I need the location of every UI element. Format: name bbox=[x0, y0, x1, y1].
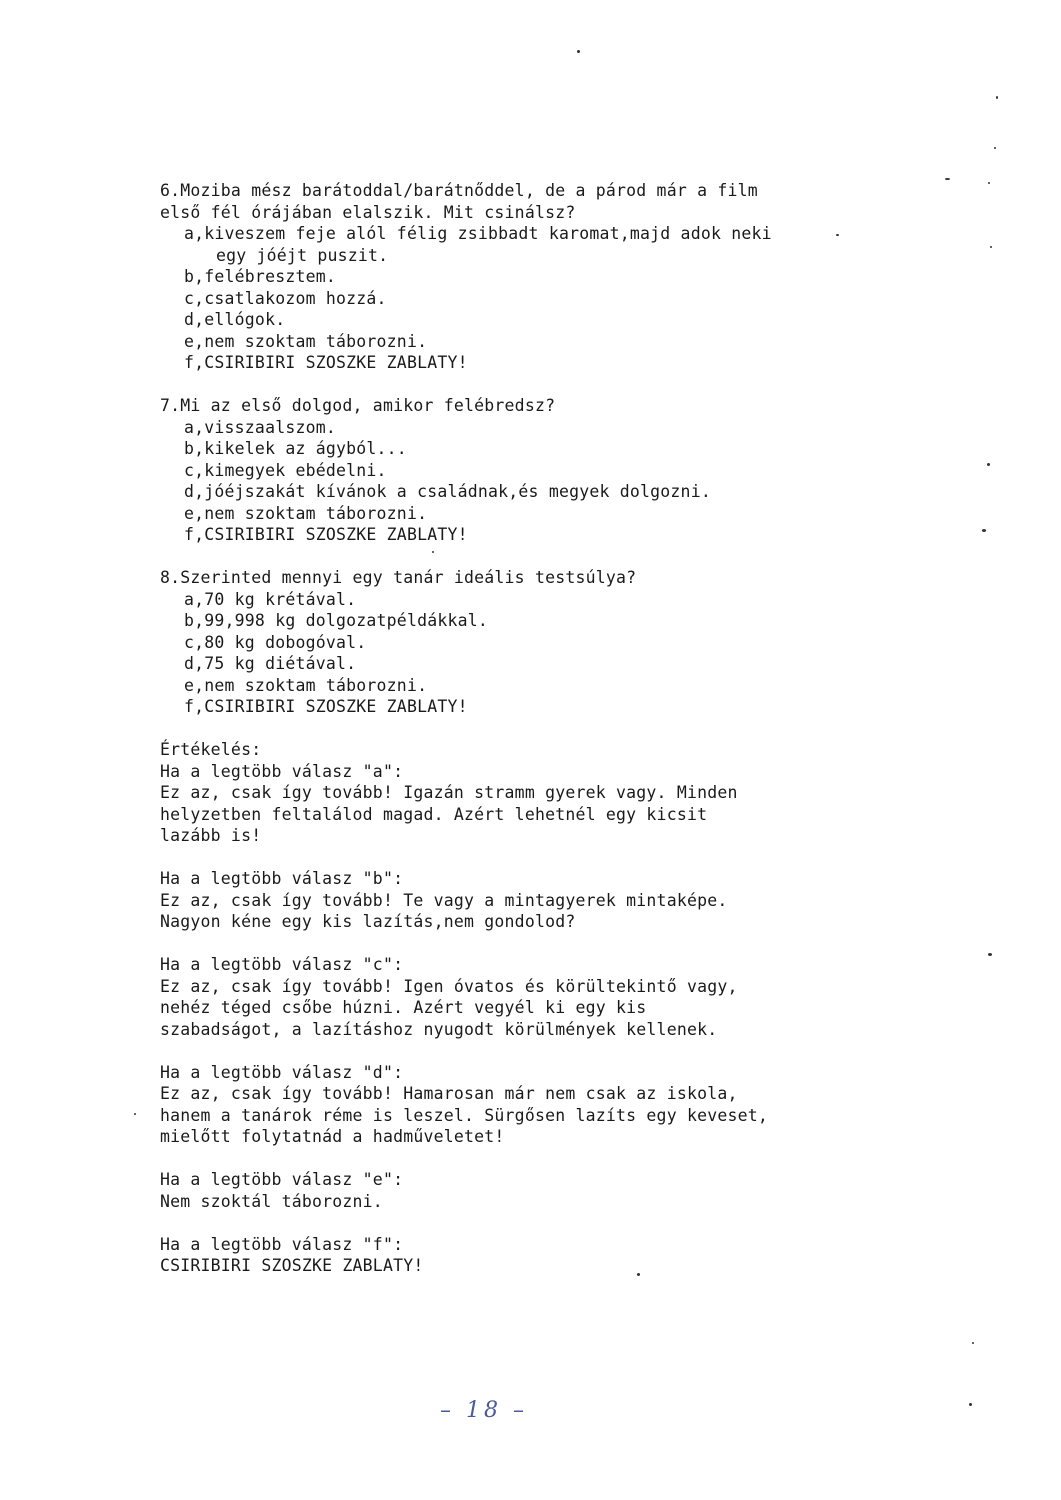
evaluation-text: Ez az, csak így tovább! Hamarosan már nem csak az iskola, bbox=[160, 1084, 738, 1103]
answer-option: c,csatlakozom hozzá. bbox=[184, 288, 387, 308]
evaluation-title: Értékelés: bbox=[160, 740, 262, 759]
question-8 bbox=[160, 567, 840, 718]
answer-option: egy jóéjt puszit. bbox=[216, 245, 389, 265]
evaluation-text: lazább is! bbox=[160, 826, 262, 845]
answer-option: c,kimegyek ebédelni. bbox=[184, 460, 387, 480]
question-text: 8.Szerinted mennyi egy tanár ideális testsúlya? bbox=[160, 568, 637, 587]
answer-option: f,CSIRIBIRI SZOSZKE ZABLATY! bbox=[184, 353, 468, 372]
scan-speck bbox=[945, 178, 950, 180]
scan-speck bbox=[990, 246, 992, 248]
evaluation-text: CSIRIBIRI SZOSZKE ZABLATY! bbox=[160, 1256, 424, 1275]
scan-speck bbox=[994, 147, 996, 149]
evaluation-heading: Ha a legtöbb válasz "a": bbox=[160, 761, 404, 781]
question-6 bbox=[160, 180, 840, 374]
evaluation-text: Ez az, csak így tovább! Igen óvatos és körültekintő vagy, bbox=[160, 976, 738, 996]
answer-option: e,nem szoktam táborozni. bbox=[184, 331, 428, 351]
scan-speck bbox=[134, 1113, 136, 1115]
answer-option: d,75 kg diétával. bbox=[184, 654, 357, 673]
evaluation-heading: Ha a legtöbb válasz "d": bbox=[160, 1062, 404, 1082]
scan-speck bbox=[996, 96, 998, 99]
evaluation-text: helyzetben feltalálod magad. Azért lehetnél egy kicsit bbox=[160, 804, 708, 824]
answer-option: a,visszaalszom. bbox=[184, 417, 337, 437]
answer-option: b,kikelek az ágyból... bbox=[184, 439, 407, 458]
evaluation-text: nehéz téged csőbe húzni. Azért vegyél ki egy kis bbox=[160, 998, 647, 1017]
scan-speck bbox=[577, 50, 580, 53]
answer-option: d,jóéjszakát kívánok a családnak,és megyek dolgozni. bbox=[184, 482, 711, 501]
answer-option: f,CSIRIBIRI SZOSZKE ZABLATY! bbox=[184, 525, 468, 544]
evaluation-section bbox=[160, 739, 840, 1277]
evaluation-text: Ez az, csak így tovább! Igazán stramm gyerek vagy. Minden bbox=[160, 783, 738, 802]
scan-speck bbox=[982, 529, 986, 532]
answer-option: d,ellógok. bbox=[184, 310, 286, 329]
evaluation-heading: Ha a legtöbb válasz "c": bbox=[160, 955, 404, 974]
questionnaire-text bbox=[160, 180, 840, 1277]
evaluation-text: Nagyon kéne egy kis lazítás,nem gondolod? bbox=[160, 912, 576, 931]
answer-option: b,felébresztem. bbox=[184, 267, 337, 286]
evaluation-text: mielőtt folytatnád a hadműveletet! bbox=[160, 1127, 505, 1146]
scan-speck bbox=[969, 1403, 972, 1406]
scan-speck bbox=[987, 463, 990, 466]
answer-option: b,99,998 kg dolgozatpéldákkal. bbox=[184, 611, 489, 630]
evaluation-text: Nem szoktál táborozni. bbox=[160, 1191, 383, 1211]
evaluation-text: szabadságot, a lazításhoz nyugodt körülmények kellenek. bbox=[160, 1019, 718, 1039]
evaluation-heading: Ha a legtöbb válasz "e": bbox=[160, 1170, 404, 1189]
evaluation-text: hanem a tanárok réme is leszel. Sürgősen lazíts egy keveset, bbox=[160, 1105, 769, 1125]
scan-speck bbox=[637, 1273, 640, 1276]
scan-speck bbox=[432, 551, 434, 553]
scan-speck bbox=[988, 182, 990, 184]
scan-speck bbox=[988, 953, 992, 956]
answer-option: e,nem szoktam táborozni. bbox=[184, 503, 428, 523]
answer-option: c,80 kg dobogóval. bbox=[184, 632, 367, 652]
answer-option: f,CSIRIBIRI SZOSZKE ZABLATY! bbox=[184, 697, 468, 716]
scan-speck bbox=[972, 1342, 974, 1344]
question-text: első fél órájában elalszik. Mit csinálsz? bbox=[160, 202, 576, 222]
evaluation-text: Ez az, csak így tovább! Te vagy a mintagyerek mintaképe. bbox=[160, 890, 728, 910]
question-7 bbox=[160, 395, 840, 546]
evaluation-heading: Ha a legtöbb válasz "b": bbox=[160, 869, 404, 888]
answer-option: a,kiveszem feje alól félig zsibbadt karomat,majd adok neki bbox=[184, 224, 772, 243]
answer-option: a,70 kg krétával. bbox=[184, 589, 357, 609]
evaluation-heading: Ha a legtöbb válasz "f": bbox=[160, 1234, 404, 1254]
page-number: – 18 – bbox=[440, 1398, 528, 1423]
scan-speck bbox=[836, 234, 839, 236]
answer-option: e,nem szoktam táborozni. bbox=[184, 675, 428, 695]
question-text: 6.Moziba mész barátoddal/barátnőddel, de a párod már a film bbox=[160, 181, 758, 200]
question-text: 7.Mi az első dolgod, amikor felébredsz? bbox=[160, 396, 556, 415]
